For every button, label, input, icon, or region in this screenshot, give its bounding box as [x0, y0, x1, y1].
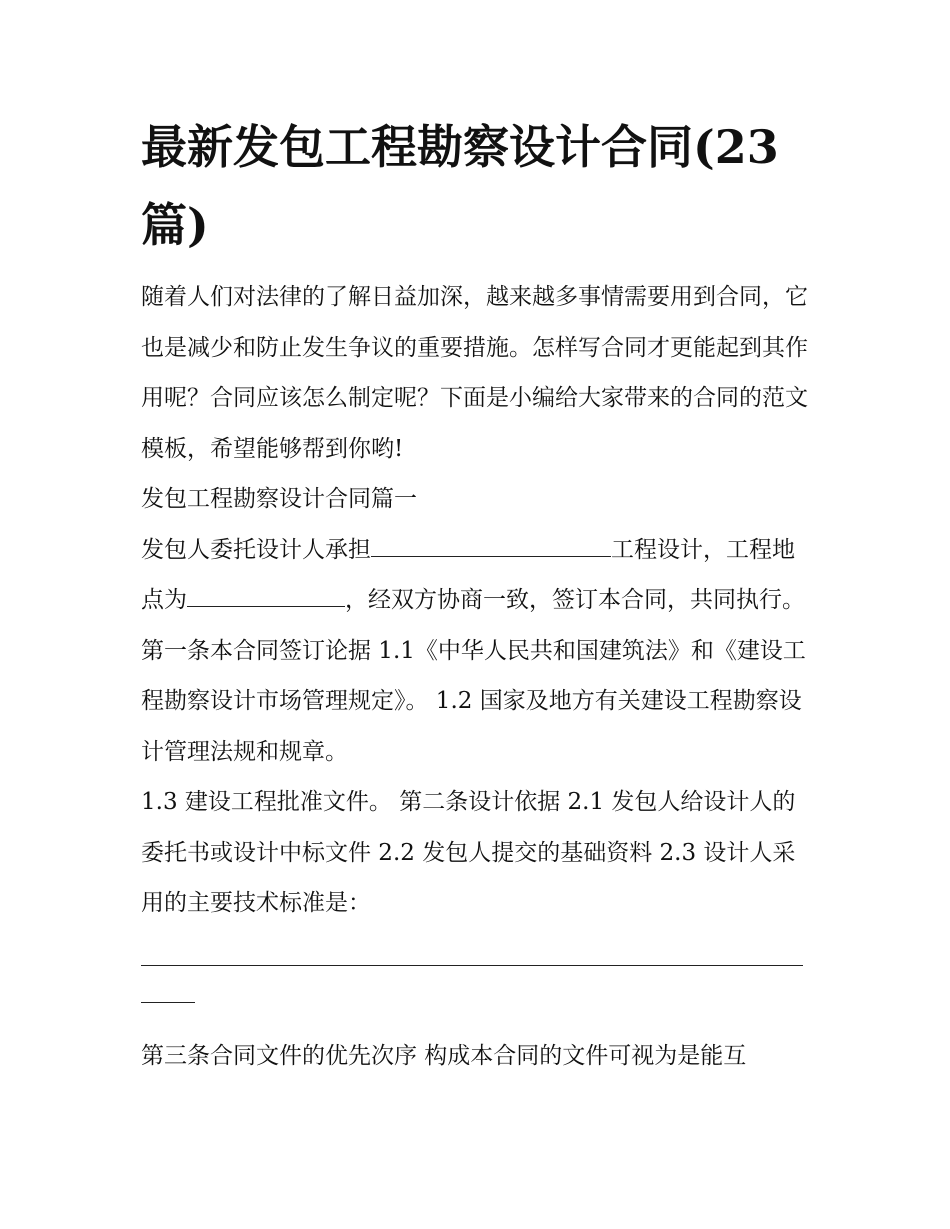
document-title: 最新发包工程勘察设计合同(23篇) — [141, 120, 779, 252]
project-location-blank — [187, 584, 345, 607]
project-name-blank — [371, 534, 611, 557]
intro-paragraph: 随着人们对法律的了解日益加深，越来越多事情需要用到合同，它也是减少和防止发生争议的重要措施。怎样写合同才更能起到其作用呢？合同应该怎么制定呢？下面是小编给大家带来的合同的范文模板，希望能够帮到你哟! — [141, 284, 808, 462]
commission-text-3: ，经双方协商一致，签订本合同，共同执行。 — [345, 587, 805, 613]
article-two-paragraph: 1.3 建设工程批准文件。 第二条设计依据 2.1 发包人给设计人的委托书或设计中标文件 2.2 发包人提交的基础资料 2.3 设计人采用的主要技术标准是： — [141, 789, 796, 916]
section-heading: 发包工程勘察设计合同篇一 — [141, 486, 417, 512]
article-one-paragraph: 第一条本合同签订论据 1.1《中华人民共和国建筑法》和《建设工程勘察设计市场管理规定》。 1.2 国家及地方有关建设工程勘察设计管理法规和规章。 — [141, 637, 806, 765]
commission-text-1: 发包人委托设计人承担 — [141, 536, 371, 563]
article-three-paragraph: 第三条合同文件的优先次序 构成本合同的文件可视为是能互 — [141, 1042, 747, 1069]
commission-paragraph — [141, 525, 813, 626]
standards-blank-line — [141, 929, 803, 966]
commission-text-2: 工程设计，工程地点为 — [141, 536, 795, 613]
standards-blank-line-end — [141, 966, 195, 1003]
document-page — [141, 108, 813, 1081]
